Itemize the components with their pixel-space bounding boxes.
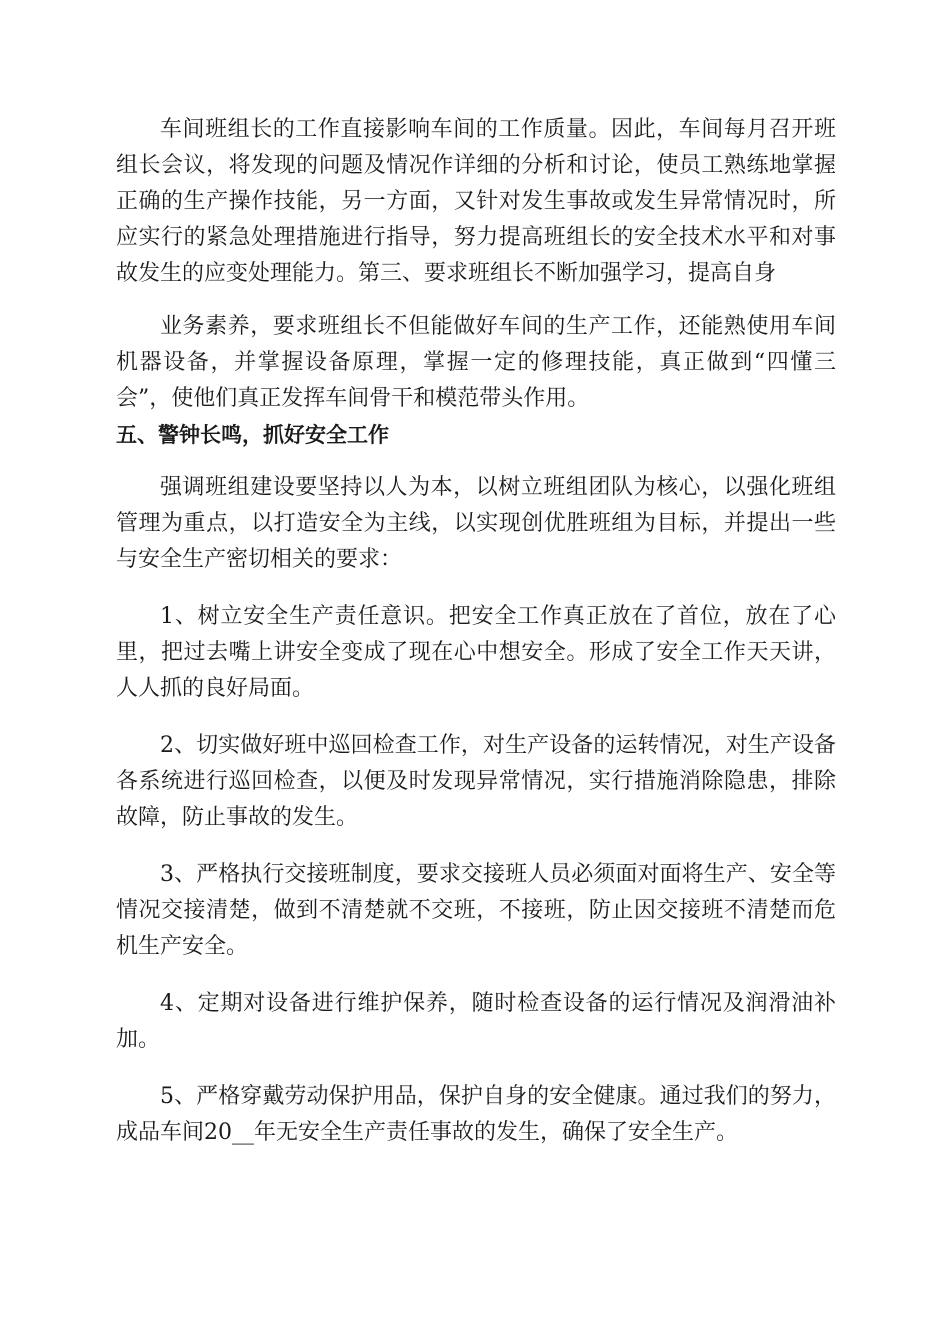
document-page xyxy=(116,112,836,1151)
list-item-5: 5、严格穿戴劳动保护用品，保护自身的安全健康。通过我们的努力，成品车间20__年无安全生产责任事故的发生，确保了安全生产。 xyxy=(116,1084,836,1145)
list-item-4: 4、定期对设备进行维护保养，随时检查设备的运行情况及润滑油补加。 xyxy=(116,991,836,1052)
paragraph-team-leader-meetings: 车间班组长的工作直接影响车间的工作质量。因此，车间每月召开班组长会议，将发现的问题及情况作详细的分析和讨论，使员工熟练地掌握正确的生产操作技能，另一方面，又针对发生事故或发生异常情况时，所应实行的紧急处理措施进行指导，努力提高班组长的安全技术水平和对事故发生的应变处理能力。第三、要求班组长不断加强学习，提高自身 xyxy=(116,117,836,286)
paragraph-business-skills: 业务素养，要求班组长不但能做好车间的生产工作，还能熟使用车间机器设备，并掌握设备原理，掌握一定的修理技能，真正做到“四懂三会”，使他们真正发挥车间骨干和模范带头作用。 xyxy=(116,314,836,411)
section-heading: 五、警钟长鸣，抓好安全工作 xyxy=(116,423,389,447)
list-item-1: 1、树立安全生产责任意识。把安全工作真正放在了首位，放在了心里，把过去嘴上讲安全变成了现在心中想安全。形成了安全工作天天讲，人人抓的良好局面。 xyxy=(116,604,836,701)
section-intro-paragraph: 强调班组建设要坚持以人为本，以树立班组团队为核心，以强化班组管理为重点，以打造安全为主线，以实现创优胜班组为目标，并提出一些与安全生产密切相关的要求： xyxy=(116,475,836,572)
list-item-2: 2、切实做好班中巡回检查工作，对生产设备的运转情况，对生产设备各系统进行巡回检查，以便及时发现异常情况，实行措施消除隐患，排除故障，防止事故的发生。 xyxy=(116,733,836,830)
list-item-3: 3、严格执行交接班制度，要求交接班人员必须面对面将生产、安全等情况交接清楚，做到不清楚就不交班，不接班，防止因交接班不清楚而危机生产安全。 xyxy=(116,862,836,959)
